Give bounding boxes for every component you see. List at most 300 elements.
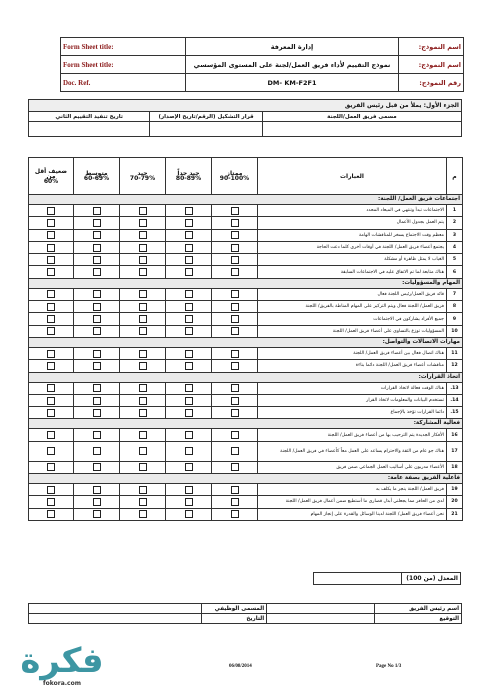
table-row bbox=[29, 313, 463, 325]
rating-checkbox[interactable] bbox=[185, 397, 193, 405]
rating-cell bbox=[166, 205, 212, 217]
item-statement: لدي من الحافز مما يجعلني أبذل قصارى ما أستطيع ضمن أعمال فريق العمل/ اللجنة bbox=[258, 496, 447, 508]
rating-cell bbox=[29, 301, 74, 313]
table-row bbox=[29, 241, 463, 253]
table-row bbox=[29, 429, 463, 441]
rating-checkbox[interactable] bbox=[93, 303, 101, 311]
rating-cell bbox=[29, 407, 74, 419]
table-row bbox=[29, 266, 463, 278]
rating-cell bbox=[212, 254, 258, 266]
rating-checkbox[interactable] bbox=[93, 397, 101, 405]
job-title-field[interactable] bbox=[29, 604, 202, 614]
rating-checkbox[interactable] bbox=[47, 362, 55, 370]
item-statement: هناك متابعة لما تم الاتفاق عليه في الاجتماعات السابقة bbox=[258, 266, 447, 278]
col-number-header: م bbox=[447, 158, 463, 195]
item-statement: الغياب لا يمثل ظاهرة أو مشكلة bbox=[258, 254, 447, 266]
rating-checkbox[interactable] bbox=[231, 409, 239, 417]
item-statement: جميع الأفراد يشاركون في الاجتماعات bbox=[258, 313, 447, 325]
rating-cell bbox=[29, 241, 74, 253]
table-row bbox=[29, 301, 463, 313]
section-title: المهام والمسؤوليات: bbox=[29, 278, 463, 288]
table-row bbox=[29, 461, 463, 473]
rating-checkbox[interactable] bbox=[93, 463, 101, 471]
rating-checkbox[interactable] bbox=[47, 268, 55, 276]
rating-checkbox[interactable] bbox=[93, 350, 101, 358]
rating-cell bbox=[212, 266, 258, 278]
header-en-label: Form Sheet title: bbox=[61, 56, 186, 74]
rating-checkbox[interactable] bbox=[139, 268, 147, 276]
rating-checkbox[interactable] bbox=[93, 290, 101, 298]
rating-cell bbox=[166, 217, 212, 229]
rating-checkbox[interactable] bbox=[231, 327, 239, 335]
rating-cell bbox=[166, 266, 212, 278]
header-ar-label: رقم النموذج: bbox=[399, 74, 464, 92]
rating-checkbox[interactable] bbox=[231, 510, 239, 518]
rating-cell bbox=[74, 301, 120, 313]
item-statement: قائد فريق العمل/رئيس اللجنة فعال bbox=[258, 288, 447, 300]
rating-checkbox[interactable] bbox=[93, 231, 101, 239]
rating-header-very-good: جيد جداً 80-89% bbox=[166, 158, 212, 195]
table-row bbox=[29, 325, 463, 337]
table-row bbox=[29, 347, 463, 359]
rating-cell bbox=[120, 496, 166, 508]
rating-checkbox[interactable] bbox=[93, 447, 101, 455]
rating-cell bbox=[212, 325, 258, 337]
rating-checkbox[interactable] bbox=[185, 315, 193, 323]
decision-field[interactable] bbox=[150, 122, 263, 137]
rating-cell bbox=[74, 254, 120, 266]
rating-checkbox[interactable] bbox=[231, 231, 239, 239]
item-number: 12 bbox=[447, 360, 463, 372]
table-row bbox=[29, 484, 463, 496]
rating-checkbox[interactable] bbox=[185, 362, 193, 370]
date-label: التاريخ bbox=[202, 614, 267, 624]
rating-cell bbox=[29, 496, 74, 508]
rating-cell bbox=[29, 441, 74, 461]
rating-checkbox[interactable] bbox=[47, 219, 55, 227]
second-eval-date-header: تاريخ تنفيذ التقييم الثاني bbox=[29, 112, 150, 122]
signature-label: التوقيع bbox=[375, 614, 462, 624]
rating-header-excellent: ممتاز 90-100% bbox=[212, 158, 258, 195]
rating-cell bbox=[120, 441, 166, 461]
rating-checkbox[interactable] bbox=[231, 219, 239, 227]
table-row bbox=[29, 229, 463, 241]
rating-checkbox[interactable] bbox=[139, 350, 147, 358]
item-number: 1 bbox=[447, 205, 463, 217]
rating-cell bbox=[29, 217, 74, 229]
rating-cell bbox=[212, 429, 258, 441]
rating-checkbox[interactable] bbox=[139, 315, 147, 323]
logo-url: fokora.com bbox=[43, 680, 81, 687]
rating-cell bbox=[166, 347, 212, 359]
rating-checkbox[interactable] bbox=[93, 498, 101, 506]
rating-cell bbox=[74, 429, 120, 441]
rating-checkbox[interactable] bbox=[139, 362, 147, 370]
rating-checkbox[interactable] bbox=[93, 268, 101, 276]
rating-cell bbox=[166, 484, 212, 496]
rating-checkbox[interactable] bbox=[47, 409, 55, 417]
rating-cell bbox=[120, 484, 166, 496]
rating-checkbox[interactable] bbox=[139, 447, 147, 455]
rating-cell bbox=[74, 461, 120, 473]
rating-cell bbox=[212, 347, 258, 359]
rating-header-weak: ضعيف أقل من 60% bbox=[29, 158, 74, 195]
team-name-field[interactable] bbox=[262, 122, 461, 137]
item-number: 9 bbox=[447, 313, 463, 325]
rating-checkbox[interactable] bbox=[185, 510, 193, 518]
rating-header-average: متوسط 60-69% bbox=[74, 158, 120, 195]
table-row bbox=[29, 382, 463, 394]
rating-cell bbox=[74, 347, 120, 359]
rating-cell bbox=[212, 461, 258, 473]
second-eval-date-field[interactable] bbox=[29, 122, 150, 137]
table-row bbox=[29, 360, 463, 372]
item-statement: الأفكار الجديدة يتم الترحيب بها من أعضاء فريق العمل/ اللجنة bbox=[258, 429, 447, 441]
rating-checkbox[interactable] bbox=[93, 219, 101, 227]
rating-cell bbox=[120, 229, 166, 241]
rating-checkbox[interactable] bbox=[185, 409, 193, 417]
item-number: 8 bbox=[447, 301, 463, 313]
rating-cell bbox=[29, 508, 74, 520]
rating-cell bbox=[120, 382, 166, 394]
rating-checkbox[interactable] bbox=[231, 362, 239, 370]
section-row bbox=[29, 195, 463, 205]
rating-checkbox[interactable] bbox=[185, 207, 193, 215]
form-header-table bbox=[60, 37, 464, 92]
rating-cell bbox=[120, 360, 166, 372]
table-row bbox=[29, 407, 463, 419]
rating-cell bbox=[29, 394, 74, 406]
table-row bbox=[29, 205, 463, 217]
rating-checkbox[interactable] bbox=[139, 384, 147, 392]
footer-page-number: Page No 1/3 bbox=[376, 664, 402, 669]
rating-checkbox[interactable] bbox=[47, 244, 55, 252]
rating-checkbox[interactable] bbox=[139, 498, 147, 506]
rating-cell bbox=[120, 301, 166, 313]
team-name-header: مسمى فريق العمل/اللجنة bbox=[262, 112, 461, 122]
score-label: المعدل (من 100) bbox=[402, 573, 461, 585]
evaluation-table bbox=[28, 157, 463, 521]
rating-cell bbox=[166, 254, 212, 266]
rating-checkbox[interactable] bbox=[185, 486, 193, 494]
rating-checkbox[interactable] bbox=[231, 268, 239, 276]
rating-cell bbox=[212, 394, 258, 406]
rating-cell bbox=[74, 241, 120, 253]
rating-checkbox[interactable] bbox=[47, 498, 55, 506]
rating-cell bbox=[74, 288, 120, 300]
table-row bbox=[29, 496, 463, 508]
item-number: 17 bbox=[447, 441, 463, 461]
rating-checkbox[interactable] bbox=[231, 431, 239, 439]
item-number: 21 bbox=[447, 508, 463, 520]
rating-checkbox[interactable] bbox=[93, 510, 101, 518]
item-statement: يتم العمل بجدول الأعمال bbox=[258, 217, 447, 229]
section-row bbox=[29, 337, 463, 347]
rating-cell bbox=[120, 508, 166, 520]
table-row bbox=[29, 217, 463, 229]
rating-cell bbox=[166, 325, 212, 337]
table-row bbox=[29, 441, 463, 461]
rating-checkbox[interactable] bbox=[47, 397, 55, 405]
rating-checkbox[interactable] bbox=[47, 327, 55, 335]
rating-cell bbox=[166, 313, 212, 325]
rating-checkbox[interactable] bbox=[139, 397, 147, 405]
rating-checkbox[interactable] bbox=[231, 384, 239, 392]
rating-checkbox[interactable] bbox=[231, 315, 239, 323]
item-number: 15. bbox=[447, 407, 463, 419]
rating-checkbox[interactable] bbox=[47, 303, 55, 311]
rating-cell bbox=[74, 360, 120, 372]
section-row bbox=[29, 372, 463, 382]
rating-cell bbox=[74, 496, 120, 508]
rating-checkbox[interactable] bbox=[231, 207, 239, 215]
rating-checkbox[interactable] bbox=[231, 486, 239, 494]
rating-cell bbox=[212, 288, 258, 300]
rating-cell bbox=[166, 382, 212, 394]
rating-cell bbox=[29, 325, 74, 337]
section-title: اجتماعات فريق العمل/ اللجنة: bbox=[29, 195, 463, 205]
rating-cell bbox=[166, 288, 212, 300]
rating-checkbox[interactable] bbox=[185, 244, 193, 252]
score-table bbox=[313, 572, 461, 585]
section-title: فاعلية الفريق بصفة عامة: bbox=[29, 474, 463, 484]
rating-checkbox[interactable] bbox=[185, 327, 193, 335]
rating-checkbox[interactable] bbox=[185, 463, 193, 471]
rating-checkbox[interactable] bbox=[231, 256, 239, 264]
rating-cell bbox=[166, 461, 212, 473]
logo-text: فكرة bbox=[20, 641, 104, 681]
rating-checkbox[interactable] bbox=[231, 303, 239, 311]
rating-cell bbox=[212, 205, 258, 217]
rating-cell bbox=[74, 266, 120, 278]
section-title: مهارات الاتصالات والتواصل: bbox=[29, 337, 463, 347]
item-statement: تستخدم البيانات والمعلومات لاتخاذ القرار bbox=[258, 394, 447, 406]
rating-checkbox[interactable] bbox=[231, 244, 239, 252]
rating-cell bbox=[166, 407, 212, 419]
rating-checkbox[interactable] bbox=[185, 290, 193, 298]
job-title-label: المسمى الوظيفي bbox=[202, 604, 267, 614]
rating-cell bbox=[212, 407, 258, 419]
rating-cell bbox=[120, 254, 166, 266]
rating-cell bbox=[74, 394, 120, 406]
rating-cell bbox=[120, 313, 166, 325]
footer-date: 06/08/2014 bbox=[229, 664, 252, 669]
rating-checkbox[interactable] bbox=[139, 510, 147, 518]
rating-cell bbox=[166, 229, 212, 241]
rating-checkbox[interactable] bbox=[93, 384, 101, 392]
rating-checkbox[interactable] bbox=[231, 397, 239, 405]
header-row bbox=[61, 56, 464, 74]
rating-checkbox[interactable] bbox=[93, 207, 101, 215]
rating-cell bbox=[166, 394, 212, 406]
item-statement: هناك اتصال فعال بين أعضاء فريق العمل/ اللجنة bbox=[258, 347, 447, 359]
rating-checkbox[interactable] bbox=[231, 350, 239, 358]
item-statement: هناك جو عام من الثقة والاحترام يساعد على العمل معاً كأعضاء في فريق العمل/ اللجنة bbox=[258, 441, 447, 461]
rating-checkbox[interactable] bbox=[231, 463, 239, 471]
rating-checkbox[interactable] bbox=[47, 486, 55, 494]
section-title: فعالية المشاركة: bbox=[29, 419, 463, 429]
item-number: 14. bbox=[447, 394, 463, 406]
rating-cell bbox=[166, 429, 212, 441]
rating-checkbox[interactable] bbox=[139, 463, 147, 471]
rating-checkbox[interactable] bbox=[47, 231, 55, 239]
rating-checkbox[interactable] bbox=[47, 510, 55, 518]
rating-checkbox[interactable] bbox=[185, 431, 193, 439]
rating-cell bbox=[29, 382, 74, 394]
item-number: 7 bbox=[447, 288, 463, 300]
rating-checkbox[interactable] bbox=[185, 231, 193, 239]
rating-checkbox[interactable] bbox=[139, 303, 147, 311]
item-number: 20 bbox=[447, 496, 463, 508]
rating-cell bbox=[120, 429, 166, 441]
rating-checkbox[interactable] bbox=[93, 486, 101, 494]
rating-checkbox[interactable] bbox=[93, 362, 101, 370]
rating-checkbox[interactable] bbox=[47, 463, 55, 471]
score-field[interactable] bbox=[314, 573, 402, 585]
rating-checkbox[interactable] bbox=[47, 256, 55, 264]
rating-cell bbox=[120, 205, 166, 217]
rating-checkbox[interactable] bbox=[47, 290, 55, 298]
rating-cell bbox=[212, 382, 258, 394]
header-value: DM- KM-F2F1 bbox=[186, 74, 399, 92]
rating-checkbox[interactable] bbox=[185, 447, 193, 455]
item-number: 13. bbox=[447, 382, 463, 394]
leader-name-field[interactable] bbox=[267, 604, 375, 614]
part-one-table bbox=[28, 99, 462, 137]
rating-cell bbox=[212, 313, 258, 325]
rating-checkbox[interactable] bbox=[93, 409, 101, 417]
rating-checkbox[interactable] bbox=[139, 256, 147, 264]
rating-cell bbox=[29, 429, 74, 441]
rating-checkbox[interactable] bbox=[231, 498, 239, 506]
item-statement: مناقشات أعضاء فريق العمل/ اللجنة دائما بناءة bbox=[258, 360, 447, 372]
rating-checkbox[interactable] bbox=[47, 350, 55, 358]
item-statement: دائما القرارات تؤخذ بالإجماع bbox=[258, 407, 447, 419]
rating-checkbox[interactable] bbox=[185, 303, 193, 311]
rating-checkbox[interactable] bbox=[231, 290, 239, 298]
header-en-label: Form Sheet title: bbox=[61, 38, 186, 56]
rating-checkbox[interactable] bbox=[139, 290, 147, 298]
table-row bbox=[29, 394, 463, 406]
rating-checkbox[interactable] bbox=[139, 219, 147, 227]
rating-checkbox[interactable] bbox=[185, 256, 193, 264]
rating-cell bbox=[212, 301, 258, 313]
rating-checkbox[interactable] bbox=[47, 315, 55, 323]
rating-cell bbox=[74, 325, 120, 337]
rating-checkbox[interactable] bbox=[93, 315, 101, 323]
signature-table bbox=[28, 603, 462, 624]
section-row bbox=[29, 419, 463, 429]
item-number: 6 bbox=[447, 266, 463, 278]
item-statement: الأعضاء مدربون على أساليب العمل الجماعي ضمن فريق bbox=[258, 461, 447, 473]
item-number: 10 bbox=[447, 325, 463, 337]
rating-checkbox[interactable] bbox=[139, 409, 147, 417]
rating-cell bbox=[29, 254, 74, 266]
item-number: 18 bbox=[447, 461, 463, 473]
rating-checkbox[interactable] bbox=[185, 219, 193, 227]
rating-cell bbox=[120, 407, 166, 419]
rating-cell bbox=[120, 325, 166, 337]
rating-checkbox[interactable] bbox=[47, 431, 55, 439]
rating-cell bbox=[212, 217, 258, 229]
item-number: 16 bbox=[447, 429, 463, 441]
rating-cell bbox=[74, 217, 120, 229]
rating-cell bbox=[74, 508, 120, 520]
rating-cell bbox=[74, 205, 120, 217]
section-title: اتخاذ القرارات: bbox=[29, 372, 463, 382]
rating-cell bbox=[29, 347, 74, 359]
rating-cell bbox=[120, 266, 166, 278]
item-statement: يجتمع أعضاء فريق العمل/ اللجنة في أوقات أخرى كلما دعت الحاجة bbox=[258, 241, 447, 253]
header-row bbox=[61, 74, 464, 92]
col-statement-header: العبارات bbox=[258, 158, 447, 195]
item-number: 2 bbox=[447, 217, 463, 229]
fekra-logo bbox=[8, 642, 116, 694]
rating-checkbox[interactable] bbox=[139, 231, 147, 239]
header-ar-label: اسم النموذج: bbox=[399, 38, 464, 56]
rating-checkbox[interactable] bbox=[139, 327, 147, 335]
rating-cell bbox=[74, 382, 120, 394]
rating-cell bbox=[74, 313, 120, 325]
rating-cell bbox=[212, 241, 258, 253]
rating-cell bbox=[29, 266, 74, 278]
rating-cell bbox=[212, 484, 258, 496]
section-row bbox=[29, 278, 463, 288]
item-number: 5 bbox=[447, 254, 463, 266]
rating-cell bbox=[29, 313, 74, 325]
rating-checkbox[interactable] bbox=[139, 207, 147, 215]
rating-cell bbox=[166, 360, 212, 372]
rating-cell bbox=[74, 441, 120, 461]
rating-cell bbox=[212, 496, 258, 508]
rating-cell bbox=[29, 484, 74, 496]
item-number: 11 bbox=[447, 347, 463, 359]
rating-cell bbox=[212, 229, 258, 241]
rating-checkbox[interactable] bbox=[139, 244, 147, 252]
rating-cell bbox=[166, 301, 212, 313]
header-row bbox=[61, 38, 464, 56]
rating-cell bbox=[74, 229, 120, 241]
rating-cell bbox=[120, 394, 166, 406]
rating-checkbox[interactable] bbox=[185, 498, 193, 506]
item-number: 19 bbox=[447, 484, 463, 496]
decision-header: قرار التشكيل (الرقم/تاريخ الإصدار) bbox=[150, 112, 263, 122]
date-field[interactable] bbox=[29, 614, 202, 624]
rating-checkbox[interactable] bbox=[185, 350, 193, 358]
signature-field[interactable] bbox=[267, 614, 375, 624]
rating-checkbox[interactable] bbox=[47, 207, 55, 215]
rating-checkbox[interactable] bbox=[139, 486, 147, 494]
rating-cell bbox=[212, 441, 258, 461]
rating-checkbox[interactable] bbox=[93, 327, 101, 335]
header-en-label: Doc. Ref. bbox=[61, 74, 186, 92]
rating-checkbox[interactable] bbox=[47, 447, 55, 455]
rating-checkbox[interactable] bbox=[185, 384, 193, 392]
rating-cell bbox=[29, 461, 74, 473]
rating-checkbox[interactable] bbox=[139, 431, 147, 439]
rating-checkbox[interactable] bbox=[93, 431, 101, 439]
rating-checkbox[interactable] bbox=[231, 447, 239, 455]
rating-checkbox[interactable] bbox=[93, 244, 101, 252]
rating-cell bbox=[166, 441, 212, 461]
rating-cell bbox=[29, 205, 74, 217]
table-row bbox=[29, 508, 463, 520]
rating-cell bbox=[120, 241, 166, 253]
rating-checkbox[interactable] bbox=[185, 268, 193, 276]
rating-checkbox[interactable] bbox=[93, 256, 101, 264]
table-row bbox=[29, 288, 463, 300]
rating-checkbox[interactable] bbox=[47, 384, 55, 392]
